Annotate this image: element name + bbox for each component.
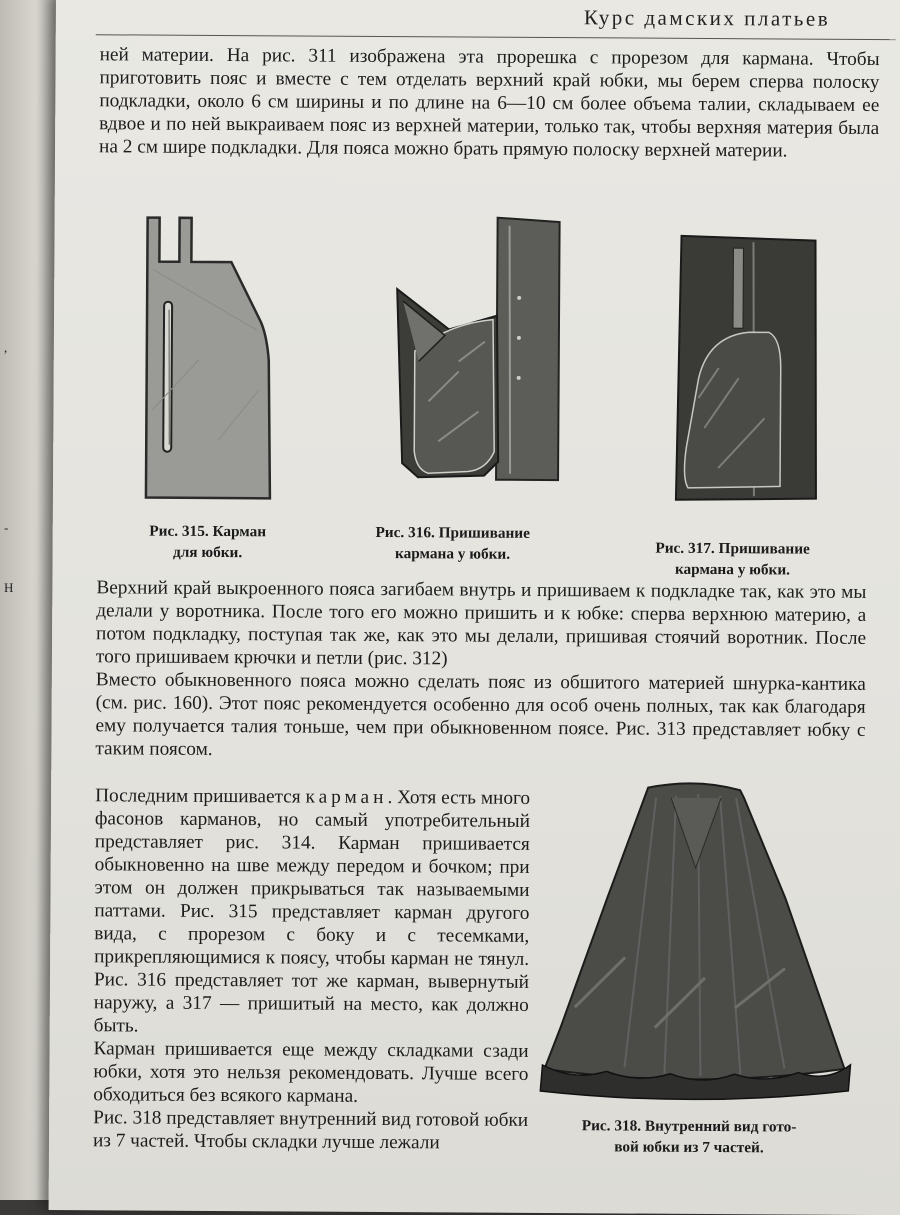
running-head: Курс дамских платьев: [583, 5, 831, 31]
paragraph-pojas-intro: ней материи. На рис. 311 изображена эта прорешка с прорезом для кармана. Чтобы приготовить пояс и вместе с тем отделать верхний край юбки, мы берем сперва полоску подкладки, около 6 см ширины и по длине на 6—10 см более объема талии, складываем ее вдвое и по ней выкраиваем пояс из верхней материи, только так, чтобы верхняя материя была на 2 см шире подкладки. Для пояса можно брать прямую полоску верхней материи.: [99, 44, 880, 162]
header-rule: [96, 34, 896, 40]
figure-315-pocket: [138, 210, 285, 511]
caption-figure-315: Рис. 315. Карман для юбки.: [149, 522, 267, 562]
figure-318-skirt: [534, 777, 856, 1109]
paragraph-karman: Последним пришивается карман. Хотя есть много фасонов карманов, но самый употребительный представляет рис. 314. Карман пришивается обыкновенно на шве между передом и бочком; при этом он должен прикрываться так называемыми паттами. Рис. 315 представляет карман другого вида, с прорезом с боку и с тесемками, прикрепляющимися к поясу, чтобы карман не тянул. Рис. 316 представляет тот же карман, вывернутый наружу, а 317 — пришитый на место, как должно быть. Карман пришивается еще между складками сзади юбки, хотя это нельзя рекомендовать. Лучше всего обходиться без всякого кармана. Рис. 318 представляет внутренний вид готовой юбки из 7 частей. Чтобы складки лучше лежали: [92, 785, 531, 1154]
caption-figure-316: Рис. 316. Пришивание кармана у юбки.: [375, 523, 531, 563]
previous-page-edge: , - Н: [0, 0, 66, 1200]
caption-figure-318: Рис. 318. Внутренний вид гото- вой юбки из 7 частей.: [581, 1117, 797, 1157]
book-page: [49, 0, 900, 1215]
caption-figure-317: Рис. 317. Пришивание кармана у юбки.: [655, 539, 810, 579]
figure-316-pocket-turned: [388, 211, 570, 487]
figure-317-pocket-sewn: [668, 228, 820, 509]
paragraph-pojas-sewing: Верхний край выкроенного пояса загибаем внутрь и пришиваем к подкладке так, как это мы делали у воротника. После того его можно пришить и к юбке: сперва верхнюю материю, а потом подкладку, поступая так же, как это мы делали, пришивая стоячий воротник. После того пришиваем крючки и петли (рис. 312) Вместо обыкновенного пояса можно сделать пояс из обшитого материей шнурка-кантика (см. рис. 160). Этот пояс рекомендуется особенно для особ очень полных, так как благодаря ему получается талия тоньше, чем при обыкновенном поясе. Рис. 313 представляет юбку с таким поясом.: [95, 577, 867, 760]
